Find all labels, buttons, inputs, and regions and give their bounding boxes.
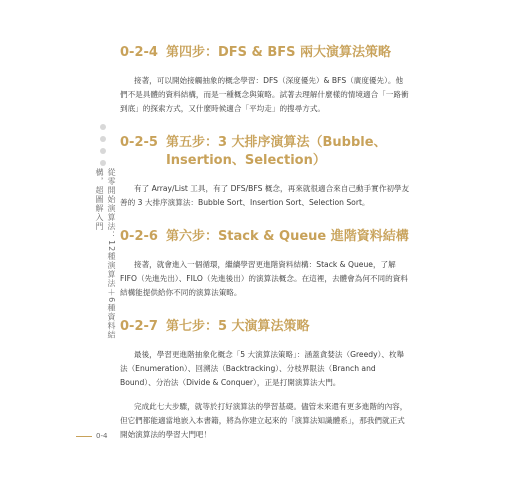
section-paragraph: 接著，就會進入一個循環，繼續學習更進階資料結構：Stack & Queue，了解 FIFO（先進先出）、FILO（先進後出）的演算法概念。在這裡，去體會為何不同的資料結構能提供給你不同的演算法策略。: [120, 260, 408, 297]
section-0-2-7: [120, 318, 410, 442]
page-footer: [76, 432, 107, 440]
side-dot: [100, 160, 106, 166]
section-heading: [120, 134, 410, 170]
section-heading: [120, 44, 410, 62]
side-dot: [100, 148, 106, 154]
main-content: [120, 44, 410, 452]
section-heading: [120, 318, 410, 336]
section-number: 0-2-5: [120, 135, 158, 150]
section-paragraph: 完成此七大步驟，就等於打好演算法的學習基礎。儘管未來還有更多進階的內容，但它們都能適當地嵌入本書籍，將為你建立起來的「演算法知識體系」，那我們就正式開始演算法的學習大門吧！: [120, 402, 408, 439]
section-title: 第五步：3 大排序演算法（Bubble、Insertion、Selection）: [165, 135, 387, 168]
section-title: 第四步：DFS & BFS 兩大演算法策略: [165, 45, 392, 60]
section-0-2-6: [120, 228, 410, 300]
section-paragraph: 接著，可以開始接觸抽象的概念學習：DFS（深度優先）& BFS（廣度優先）。他們不是具體的資料結構，而是一種概念與策略。試著去理解什麼樣的情境適合「一路衝到底」的探索方式，又什麼時候適合「平均走」的搜尋方式。: [120, 76, 409, 113]
side-dot: [100, 124, 106, 130]
section-number: 0-2-6: [120, 229, 158, 244]
section-number: 0-2-7: [120, 319, 158, 334]
side-dot: [100, 136, 106, 142]
page-number: 0-4: [96, 432, 108, 440]
side-dots: [98, 124, 108, 172]
section-spacer: [120, 220, 410, 228]
section-spacer: [120, 126, 410, 134]
section-number: 0-2-4: [120, 45, 158, 60]
book-title-vertical: 從零開始演算法：12種演算法＋6種資料結構，超圖解入門: [95, 168, 116, 340]
section-0-2-4: [120, 44, 410, 116]
section-title: 第六步：Stack & Queue 進階資料結構: [165, 229, 409, 244]
footer-rule: [76, 436, 92, 437]
section-0-2-5: [120, 134, 410, 210]
section-title: 第七步：5 大演算法策略: [165, 319, 310, 334]
section-paragraph: 有了 Array/List 工具，有了 DFS/BFS 概念，再來就很適合來自己動手實作初學友善的 3 大排序演算法：Bubble Sort、Insertion Sort、Selection Sort。: [120, 184, 410, 207]
section-paragraph: 最後，學習更進階抽象化概念「5 大演算法策略」：涵蓋貪婪法（Greedy）、枚舉法（Enumeration）、回溯法（Backtracking）、分枝界限法（Branch and Bound）、分治法（Divide & Conquer），正是打開演算法大門。: [120, 350, 405, 387]
section-spacer: [120, 310, 410, 318]
section-heading: [120, 228, 410, 246]
